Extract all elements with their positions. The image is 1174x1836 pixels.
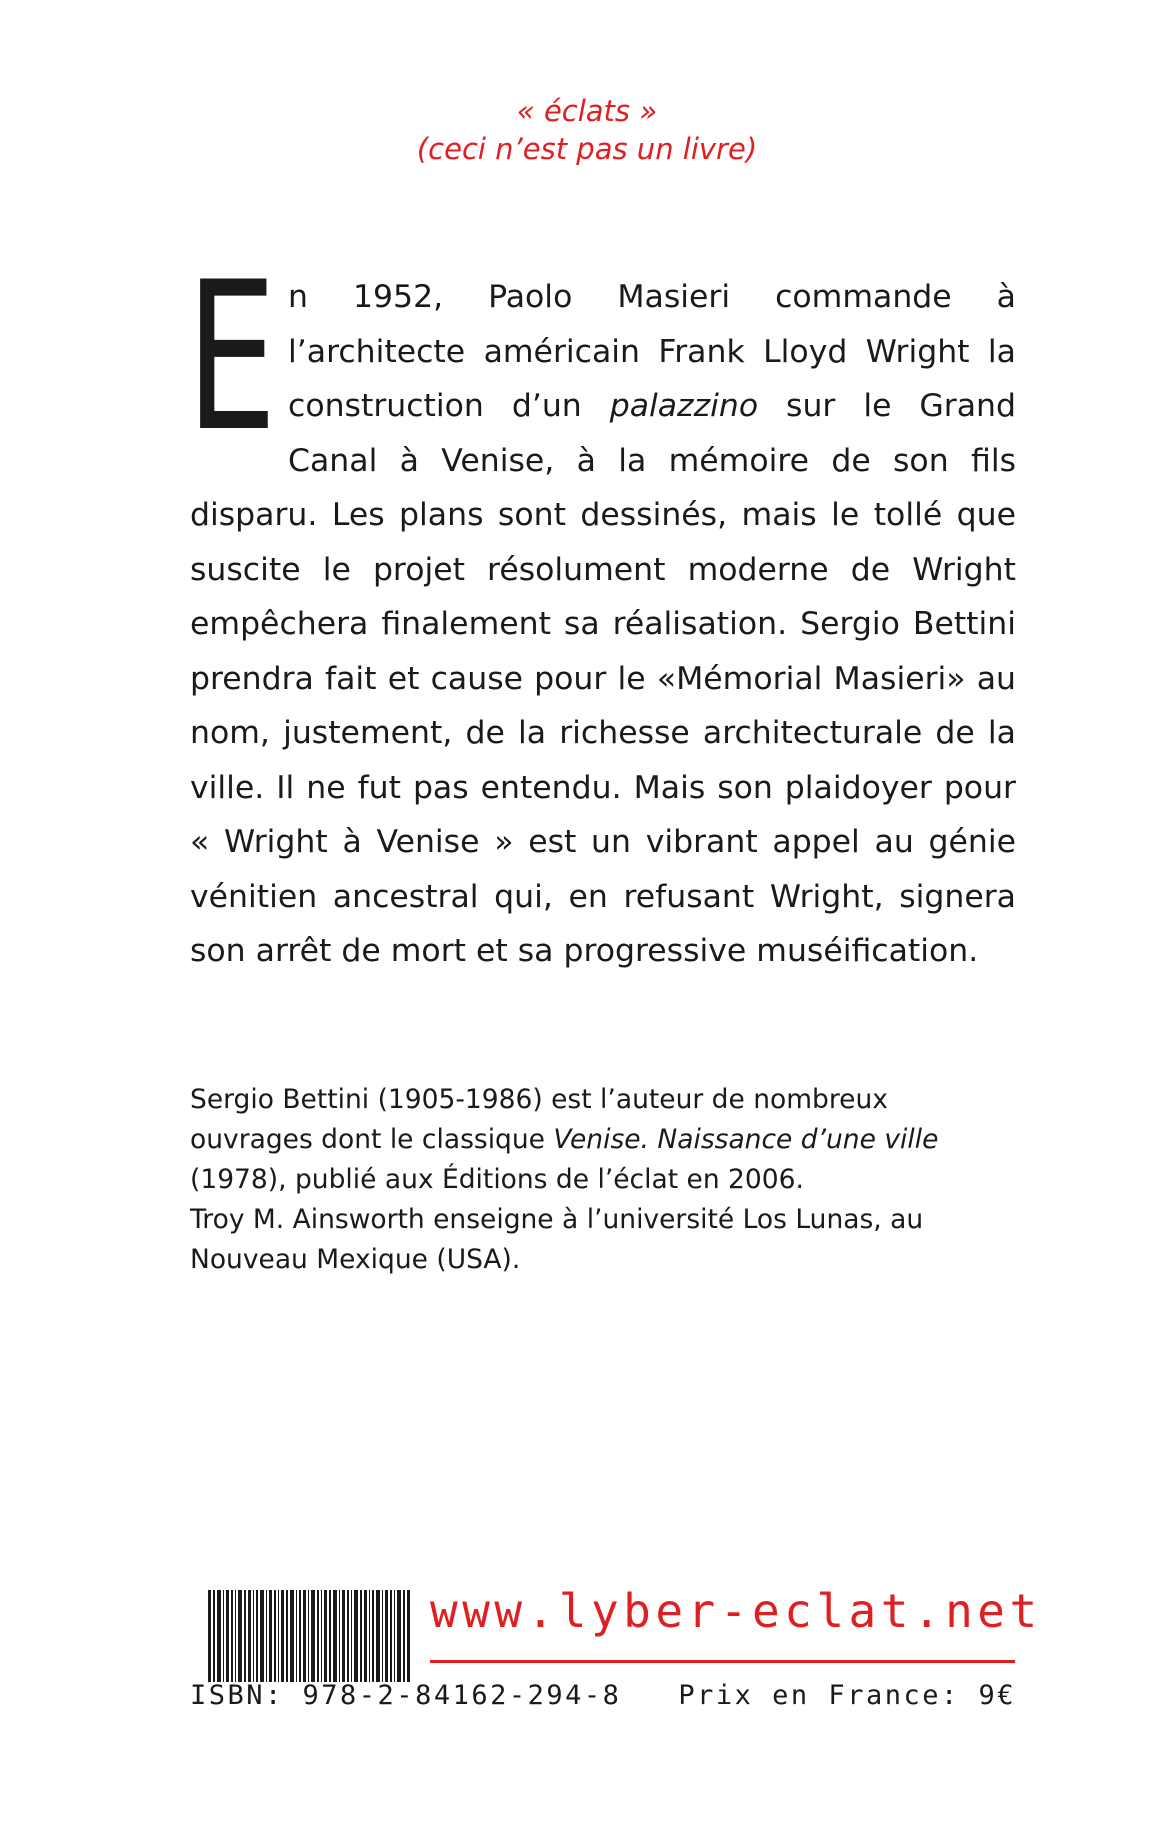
series-name: « éclats » [516, 94, 658, 128]
blurb-italic-word: palazzino [609, 388, 759, 424]
drop-cap: E [186, 239, 277, 477]
barcode-icon [208, 1590, 410, 1682]
book-title: Venise. Naissance d’une ville [553, 1124, 939, 1155]
blurb-text-part2: sur le Grand Canal à Venise, à la mémoire de son fils disparu. Les plans sont dessinés, mais le tollé que suscite le projet résolument moderne de Wright empêchera finalement sa réalisation. Sergio Bettini prendra fait et cause pour le «Mémorial Masieri» au nom, justement, de la richesse architecturale de la ville. Il ne fut pas entendu. Mais son plaidoyer pour « Wright à Venise » est un vibrant appel au génie vénitien ancestral qui, en refusant Wright, signera son arrêt de mort et sa progressive muséification. [190, 388, 1017, 969]
isbn-text: ISBN: 978-2-84162-294-8 [190, 1680, 622, 1711]
bio-bettini [190, 1080, 1016, 1200]
series-header [0, 92, 1174, 168]
blurb-text-part1: n 1952, Paolo Masieri commande à l’architecte américain Frank Lloyd Wright la construction d’un [288, 279, 1016, 424]
price-text: Prix en France: 9€ [678, 1680, 1016, 1711]
bio-bettini-end: (1978), publié aux Éditions de l’éclat en 2006. [190, 1164, 804, 1195]
series-tagline: (ceci n’est pas un livre) [416, 132, 758, 166]
author-bio [190, 1080, 1016, 1280]
bio-bettini-start: Sergio Bettini (1905-1986) est l’auteur de nombreux ouvrages dont le classique [190, 1084, 888, 1155]
bio-ainsworth: Troy M. Ainsworth enseigne à l’université Los Lunas, au Nouveau Mexique (USA). [190, 1204, 924, 1275]
url-underline-rule [430, 1660, 1015, 1663]
footer-line [190, 1680, 1016, 1711]
blurb-paragraph [186, 239, 1017, 979]
publisher-url[interactable]: www.lyber-eclat.net [430, 1584, 1042, 1638]
